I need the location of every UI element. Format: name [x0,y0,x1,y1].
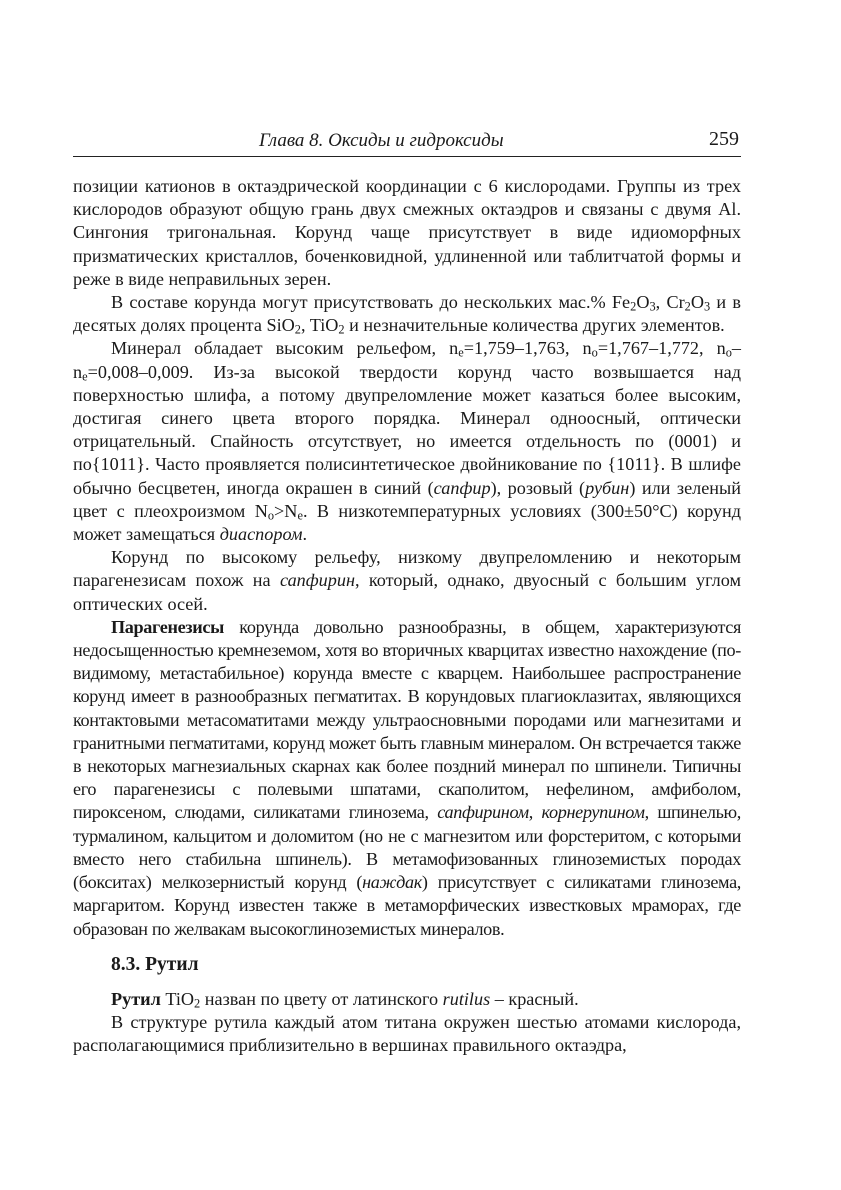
paragraph-3: Минерал обладает высоким рельефом, $n_e=1,759-1,763$, $n_o=1,767-1,772$, $n_o-n_e=0,008-0,009$. Из-за высокой твердости корунд часто возвышается над поверхностью шлифа, а потому двупреломление может казаться более высоким, достигая синего цвета второго порядка. Минерал одноосный, оптически отрицательный. Спайность отсутствует, но имеется отдельность по (0001) и по{1011}. Часто проявляется полисинтетическое двойникование по {1011}. В шлифе обычно бесцветен, иногда окрашен в синий (сапфир), розовый (рубин) или зеленый цвет с плеохроизмом $N_o>N_e$. В низкотемпературных условиях (300±50°С) корунд может замещаться диаспором. [73,338,742,545]
running-title: Глава 8. Оксиды и гидроксиды [259,130,504,151]
paragraph-1: позиции катионов в октаэдрической координации с 6 кислородами. Группы из трех кислородов образуют общую грань двух смежных октаэдров и связаны с двумя Al. Сингония тригональная. Корунд чаще присутствует в виде идиоморфных призматических кристаллов, боченковидной, удлиненной или таблитчатой формы и реже в виде неправильных зерен. [73,176,741,289]
page-body [73,175,741,1058]
page-number: 259 [709,128,739,150]
paragraph-6: Рутил TiO$_2$ назван по цвету от латинского rutilus – красный. [111,988,579,1011]
paragraph-4: Корунд по высокому рельефу, низкому двупреломлению и некоторым парагенезисам похож на сапфирин, который, однако, двуосный с большим углом оптических осей. [73,547,741,614]
paragraph-5: Парагенезисы корунда довольно разнообразны, в общем, характеризуются недосыщенностью кремнеземом, хотя во вторичных кварцитах известно нахождение (по-видимому, метастабильное) корунда вместе с кварцем. Наибольшее распространение корунд имеет в разнообразных пегматитах. В корундовых плагиоклазитах, являющихся контактовыми метасоматитами между ультраосновными породами или магнезитами и гранитными пегматитами, корунд может быть главным минералом. Он встречается также в некоторых магнезиальных скарнах как более поздний минерал по шпинели. Типичны его парагенезисы с полевыми шпатами, скаполитом, нефелином, амфиболом, пироксеном, слюдами, силикатами глинозема, сапфирином, корнерупином, шпинелью, турмалином, кальцитом и доломитом (но не с магнезитом или форстеритом, с которыми вместо него стабильна шпинель). В метамофизованных глиноземистых породах (бокситах) мелкозернистый корунд (наждак) присутствует с силикатами глинозема, маргаритом. Корунд известен также в метаморфических известковых мраморах, где образован по желвакам высокоглиноземистых минералов. [73,616,741,939]
running-header [73,128,741,157]
paragraph-2: В составе корунда могут присутствовать до нескольких мас.% $Fe_2O_3$, $Cr_2O_3$ и в десятых долях процента SiO$_2$, TiO$_2$ и незначительные количества других элементов. [73,292,741,337]
paragraph-7: В структуре рутила каждый атом титана окружен шестью атомами кислорода, располагающимися приблизительно в вершинах правильного октаэдра, [73,1012,741,1056]
section-heading: 8.3. Рутил [111,953,199,975]
